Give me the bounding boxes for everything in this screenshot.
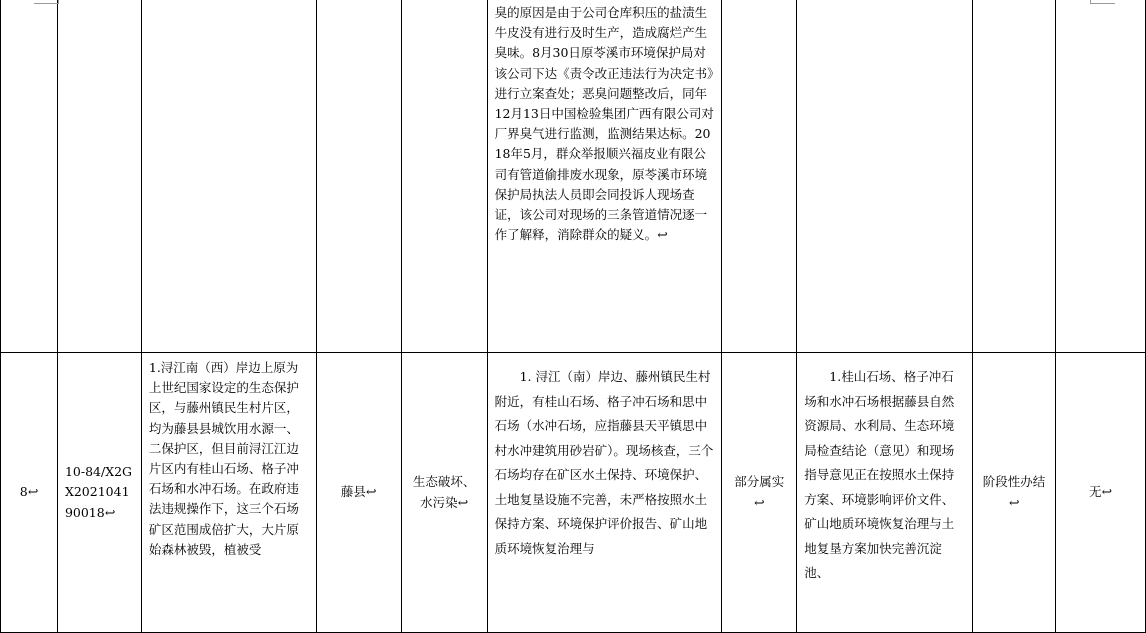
complaint-text: 1.浔江南（西）岸边上原为上世纪国家设定的生态保护区，与藤州镇民生村片区，均为藤县县城饮用水源一、二保护区，但目前浔江江边片区内有桂山石场、格子冲石场和水冲石场。在政府违法违规操作下，这三个石场矿区范围成倍扩大，大片原始森林被毁，植被受 xyxy=(148,360,299,557)
cell-county-prev xyxy=(316,0,401,353)
cell-category-prev xyxy=(401,0,487,353)
page-corner-mark-left xyxy=(34,0,59,4)
cell-verdict-prev xyxy=(722,0,797,353)
cell-index xyxy=(1,353,58,633)
cell-complaint-prev xyxy=(141,0,316,353)
cell-status-prev xyxy=(973,0,1056,353)
status-text: 阶段性办结↩ xyxy=(982,474,1046,510)
cell-case-no xyxy=(57,353,141,633)
cell-handling-prev xyxy=(797,0,973,353)
cell-accountability-prev xyxy=(1056,0,1146,353)
page-corner-mark-right xyxy=(1090,0,1115,4)
case-number: 10-84/X2GX202104190018↩ xyxy=(64,464,133,520)
cell-county xyxy=(316,353,401,633)
cell-status xyxy=(973,353,1056,633)
cell-accountability xyxy=(1056,353,1146,633)
county-text: 藤县↩ xyxy=(340,484,377,500)
accountability-text: 无↩ xyxy=(1089,484,1112,500)
cell-index-prev xyxy=(1,0,58,353)
handling-text: 1.桂山石场、格子冲石场和水冲石场根据藤县自然资源局、水利局、生态环境局检查结论（意见）和现场指导意见正在按照水土保持方案、环境影响评价文件、矿山地质环境恢复治理与土地复垦方案加快完善沉淀池、 xyxy=(804,369,955,580)
verdict-text: 部分属实↩ xyxy=(734,474,785,510)
category-text: 生态破坏、水污染↩ xyxy=(412,474,476,510)
cell-handling xyxy=(797,353,973,633)
table-row xyxy=(1,0,1146,353)
row-index: 8↩ xyxy=(19,484,39,500)
cell-category xyxy=(401,353,487,633)
cell-complaint xyxy=(141,353,316,633)
cell-case-no-prev xyxy=(57,0,141,353)
cell-investigation xyxy=(487,353,722,633)
cell-investigation-prev xyxy=(487,0,722,353)
cell-verdict xyxy=(722,353,797,633)
investigation-text-prev: 臭的原因是由于公司仓库积压的盐渍生牛皮没有进行及时生产，造成腐烂产生臭味。8月30日原苓溪市环境保护局对该公司下达《责令改正违法行为决定书》进行立案查处；恶臭问题整改后，同年12月13日中国检验集团广西有限公司对厂界臭气进行监测，监测结果达标。2018年5月，群众举报顺兴福皮业有限公司有管道偷排废水现象，原苓溪市环境保护局执法人员即会同投诉人现场查证，该公司对现场的三条管道情况逐一作了解释，消除群众的疑义。↩ xyxy=(494,5,714,243)
table-row xyxy=(1,353,1146,633)
investigation-text: 1. 浔江（南）岸边、藤州镇民生村附近，有桂山石场、格子冲石场和思中石场（水冲石场，应指藤县天平镇思中村水冲建筑用砂岩矿）。现场核查，三个石场均存在矿区水土保持、环境保护、土地复垦设施不完善，未严格按照水土保持方案、环境保护评价报告、矿山地质环境恢复治理与 xyxy=(494,369,714,556)
